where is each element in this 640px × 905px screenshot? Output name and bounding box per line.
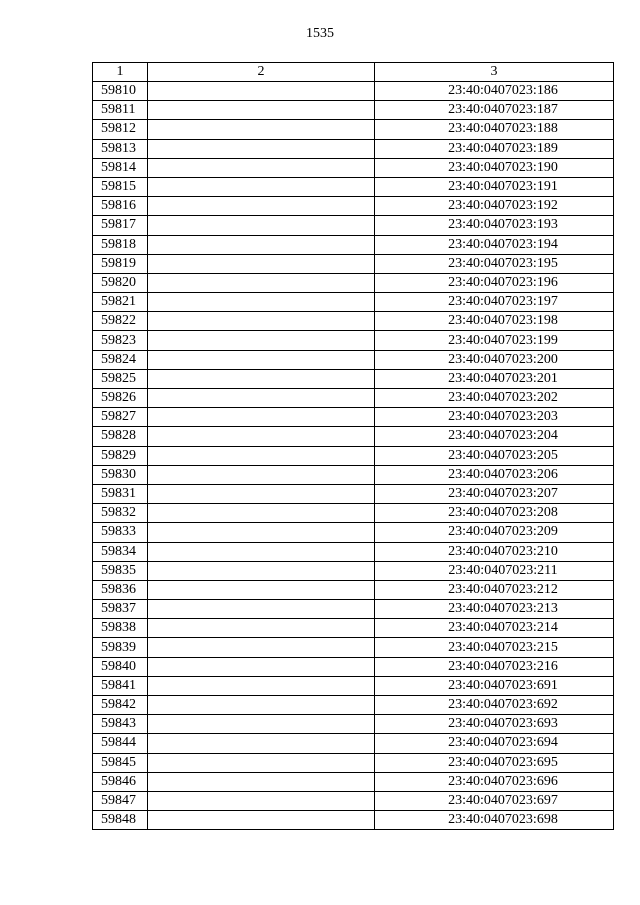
cadastral-number-cell: 23:40:0407023:212 bbox=[375, 580, 614, 599]
row-number-cell: 59840 bbox=[93, 657, 148, 676]
row-number-cell: 59821 bbox=[93, 293, 148, 312]
cadastral-number-cell: 23:40:0407023:199 bbox=[375, 331, 614, 350]
cadastral-number-cell: 23:40:0407023:694 bbox=[375, 734, 614, 753]
table-row bbox=[93, 734, 614, 753]
row-number-cell: 59811 bbox=[93, 101, 148, 120]
table-header-row bbox=[93, 63, 614, 82]
column-header-1: 1 bbox=[93, 63, 148, 82]
column-2-cell bbox=[148, 446, 375, 465]
table-row bbox=[93, 216, 614, 235]
cadastral-number-cell: 23:40:0407023:695 bbox=[375, 753, 614, 772]
cadastral-number-cell: 23:40:0407023:696 bbox=[375, 772, 614, 791]
cadastral-number-cell: 23:40:0407023:216 bbox=[375, 657, 614, 676]
table-row bbox=[93, 139, 614, 158]
table-row bbox=[93, 772, 614, 791]
column-2-cell bbox=[148, 465, 375, 484]
table-row bbox=[93, 696, 614, 715]
row-number-cell: 59835 bbox=[93, 561, 148, 580]
cadastral-number-cell: 23:40:0407023:195 bbox=[375, 254, 614, 273]
table-row bbox=[93, 657, 614, 676]
column-2-cell bbox=[148, 177, 375, 196]
cadastral-number-cell: 23:40:0407023:187 bbox=[375, 101, 614, 120]
column-2-cell bbox=[148, 273, 375, 292]
cadastral-number-cell: 23:40:0407023:215 bbox=[375, 638, 614, 657]
table-row bbox=[93, 389, 614, 408]
row-number-cell: 59824 bbox=[93, 350, 148, 369]
row-number-cell: 59846 bbox=[93, 772, 148, 791]
cadastral-number-cell: 23:40:0407023:191 bbox=[375, 177, 614, 196]
row-number-cell: 59826 bbox=[93, 389, 148, 408]
cadastral-number-cell: 23:40:0407023:697 bbox=[375, 791, 614, 810]
column-2-cell bbox=[148, 772, 375, 791]
table-row bbox=[93, 638, 614, 657]
column-2-cell bbox=[148, 657, 375, 676]
column-2-cell bbox=[148, 638, 375, 657]
column-header-2: 2 bbox=[148, 63, 375, 82]
cadastral-number-cell: 23:40:0407023:197 bbox=[375, 293, 614, 312]
column-2-cell bbox=[148, 811, 375, 830]
column-2-cell bbox=[148, 504, 375, 523]
table-row bbox=[93, 254, 614, 273]
row-number-cell: 59827 bbox=[93, 408, 148, 427]
table-row bbox=[93, 273, 614, 292]
table-row bbox=[93, 580, 614, 599]
table-row bbox=[93, 715, 614, 734]
table-row bbox=[93, 331, 614, 350]
column-2-cell bbox=[148, 561, 375, 580]
column-2-cell bbox=[148, 101, 375, 120]
row-number-cell: 59822 bbox=[93, 312, 148, 331]
table-body bbox=[93, 82, 614, 830]
cadastral-number-cell: 23:40:0407023:213 bbox=[375, 600, 614, 619]
table-row bbox=[93, 753, 614, 772]
row-number-cell: 59815 bbox=[93, 177, 148, 196]
column-2-cell bbox=[148, 676, 375, 695]
column-2-cell bbox=[148, 715, 375, 734]
cadastral-number-cell: 23:40:0407023:207 bbox=[375, 484, 614, 503]
row-number-cell: 59838 bbox=[93, 619, 148, 638]
row-number-cell: 59848 bbox=[93, 811, 148, 830]
table-row bbox=[93, 101, 614, 120]
table-row bbox=[93, 369, 614, 388]
table-row bbox=[93, 82, 614, 101]
cadastral-number-cell: 23:40:0407023:693 bbox=[375, 715, 614, 734]
column-2-cell bbox=[148, 235, 375, 254]
column-2-cell bbox=[148, 293, 375, 312]
column-2-cell bbox=[148, 484, 375, 503]
cadastral-number-cell: 23:40:0407023:209 bbox=[375, 523, 614, 542]
row-number-cell: 59833 bbox=[93, 523, 148, 542]
cadastral-number-cell: 23:40:0407023:211 bbox=[375, 561, 614, 580]
table-row bbox=[93, 542, 614, 561]
cadastral-number-cell: 23:40:0407023:691 bbox=[375, 676, 614, 695]
row-number-cell: 59810 bbox=[93, 82, 148, 101]
column-2-cell bbox=[148, 331, 375, 350]
cadastral-number-cell: 23:40:0407023:202 bbox=[375, 389, 614, 408]
row-number-cell: 59829 bbox=[93, 446, 148, 465]
column-2-cell bbox=[148, 312, 375, 331]
row-number-cell: 59845 bbox=[93, 753, 148, 772]
table-row bbox=[93, 293, 614, 312]
row-number-cell: 59813 bbox=[93, 139, 148, 158]
column-2-cell bbox=[148, 139, 375, 158]
table-row bbox=[93, 350, 614, 369]
row-number-cell: 59814 bbox=[93, 158, 148, 177]
cadastral-number-cell: 23:40:0407023:200 bbox=[375, 350, 614, 369]
column-2-cell bbox=[148, 580, 375, 599]
row-number-cell: 59820 bbox=[93, 273, 148, 292]
column-2-cell bbox=[148, 82, 375, 101]
row-number-cell: 59841 bbox=[93, 676, 148, 695]
column-2-cell bbox=[148, 542, 375, 561]
cadastral-number-cell: 23:40:0407023:194 bbox=[375, 235, 614, 254]
cadastral-number-cell: 23:40:0407023:698 bbox=[375, 811, 614, 830]
table-row bbox=[93, 235, 614, 254]
row-number-cell: 59816 bbox=[93, 197, 148, 216]
column-2-cell bbox=[148, 523, 375, 542]
column-2-cell bbox=[148, 408, 375, 427]
column-2-cell bbox=[148, 350, 375, 369]
cadastral-number-cell: 23:40:0407023:196 bbox=[375, 273, 614, 292]
row-number-cell: 59844 bbox=[93, 734, 148, 753]
cadastral-number-cell: 23:40:0407023:210 bbox=[375, 542, 614, 561]
cadastral-number-cell: 23:40:0407023:203 bbox=[375, 408, 614, 427]
row-number-cell: 59817 bbox=[93, 216, 148, 235]
row-number-cell: 59839 bbox=[93, 638, 148, 657]
row-number-cell: 59832 bbox=[93, 504, 148, 523]
table-row bbox=[93, 312, 614, 331]
table-row bbox=[93, 158, 614, 177]
cadastral-number-cell: 23:40:0407023:189 bbox=[375, 139, 614, 158]
column-2-cell bbox=[148, 734, 375, 753]
cadastral-number-cell: 23:40:0407023:214 bbox=[375, 619, 614, 638]
row-number-cell: 59818 bbox=[93, 235, 148, 254]
table-row bbox=[93, 561, 614, 580]
row-number-cell: 59819 bbox=[93, 254, 148, 273]
row-number-cell: 59837 bbox=[93, 600, 148, 619]
table-row bbox=[93, 120, 614, 139]
table-row bbox=[93, 197, 614, 216]
cadastral-number-cell: 23:40:0407023:188 bbox=[375, 120, 614, 139]
table-row bbox=[93, 811, 614, 830]
table-row bbox=[93, 408, 614, 427]
row-number-cell: 59823 bbox=[93, 331, 148, 350]
column-2-cell bbox=[148, 791, 375, 810]
table-row bbox=[93, 676, 614, 695]
column-2-cell bbox=[148, 120, 375, 139]
cadastral-number-cell: 23:40:0407023:206 bbox=[375, 465, 614, 484]
table-row bbox=[93, 619, 614, 638]
column-2-cell bbox=[148, 600, 375, 619]
row-number-cell: 59828 bbox=[93, 427, 148, 446]
table-row bbox=[93, 427, 614, 446]
cadastral-number-cell: 23:40:0407023:192 bbox=[375, 197, 614, 216]
row-number-cell: 59825 bbox=[93, 369, 148, 388]
cadastral-number-cell: 23:40:0407023:208 bbox=[375, 504, 614, 523]
column-2-cell bbox=[148, 389, 375, 408]
registry-table bbox=[92, 62, 614, 830]
table-row bbox=[93, 465, 614, 484]
column-2-cell bbox=[148, 254, 375, 273]
column-2-cell bbox=[148, 369, 375, 388]
row-number-cell: 59843 bbox=[93, 715, 148, 734]
row-number-cell: 59847 bbox=[93, 791, 148, 810]
column-2-cell bbox=[148, 619, 375, 638]
table-row bbox=[93, 504, 614, 523]
table-row bbox=[93, 523, 614, 542]
cadastral-number-cell: 23:40:0407023:198 bbox=[375, 312, 614, 331]
cadastral-number-cell: 23:40:0407023:204 bbox=[375, 427, 614, 446]
cadastral-number-cell: 23:40:0407023:205 bbox=[375, 446, 614, 465]
column-2-cell bbox=[148, 427, 375, 446]
column-2-cell bbox=[148, 197, 375, 216]
column-2-cell bbox=[148, 696, 375, 715]
cadastral-number-cell: 23:40:0407023:201 bbox=[375, 369, 614, 388]
cadastral-number-cell: 23:40:0407023:190 bbox=[375, 158, 614, 177]
column-2-cell bbox=[148, 158, 375, 177]
column-2-cell bbox=[148, 216, 375, 235]
row-number-cell: 59834 bbox=[93, 542, 148, 561]
row-number-cell: 59812 bbox=[93, 120, 148, 139]
column-header-3: 3 bbox=[375, 63, 614, 82]
row-number-cell: 59842 bbox=[93, 696, 148, 715]
cadastral-number-cell: 23:40:0407023:186 bbox=[375, 82, 614, 101]
table-row bbox=[93, 600, 614, 619]
table-row bbox=[93, 177, 614, 196]
page-number: 1535 bbox=[306, 26, 334, 41]
table-row bbox=[93, 446, 614, 465]
row-number-cell: 59831 bbox=[93, 484, 148, 503]
row-number-cell: 59836 bbox=[93, 580, 148, 599]
cadastral-number-cell: 23:40:0407023:692 bbox=[375, 696, 614, 715]
table-row bbox=[93, 791, 614, 810]
column-2-cell bbox=[148, 753, 375, 772]
cadastral-number-cell: 23:40:0407023:193 bbox=[375, 216, 614, 235]
table-row bbox=[93, 484, 614, 503]
row-number-cell: 59830 bbox=[93, 465, 148, 484]
